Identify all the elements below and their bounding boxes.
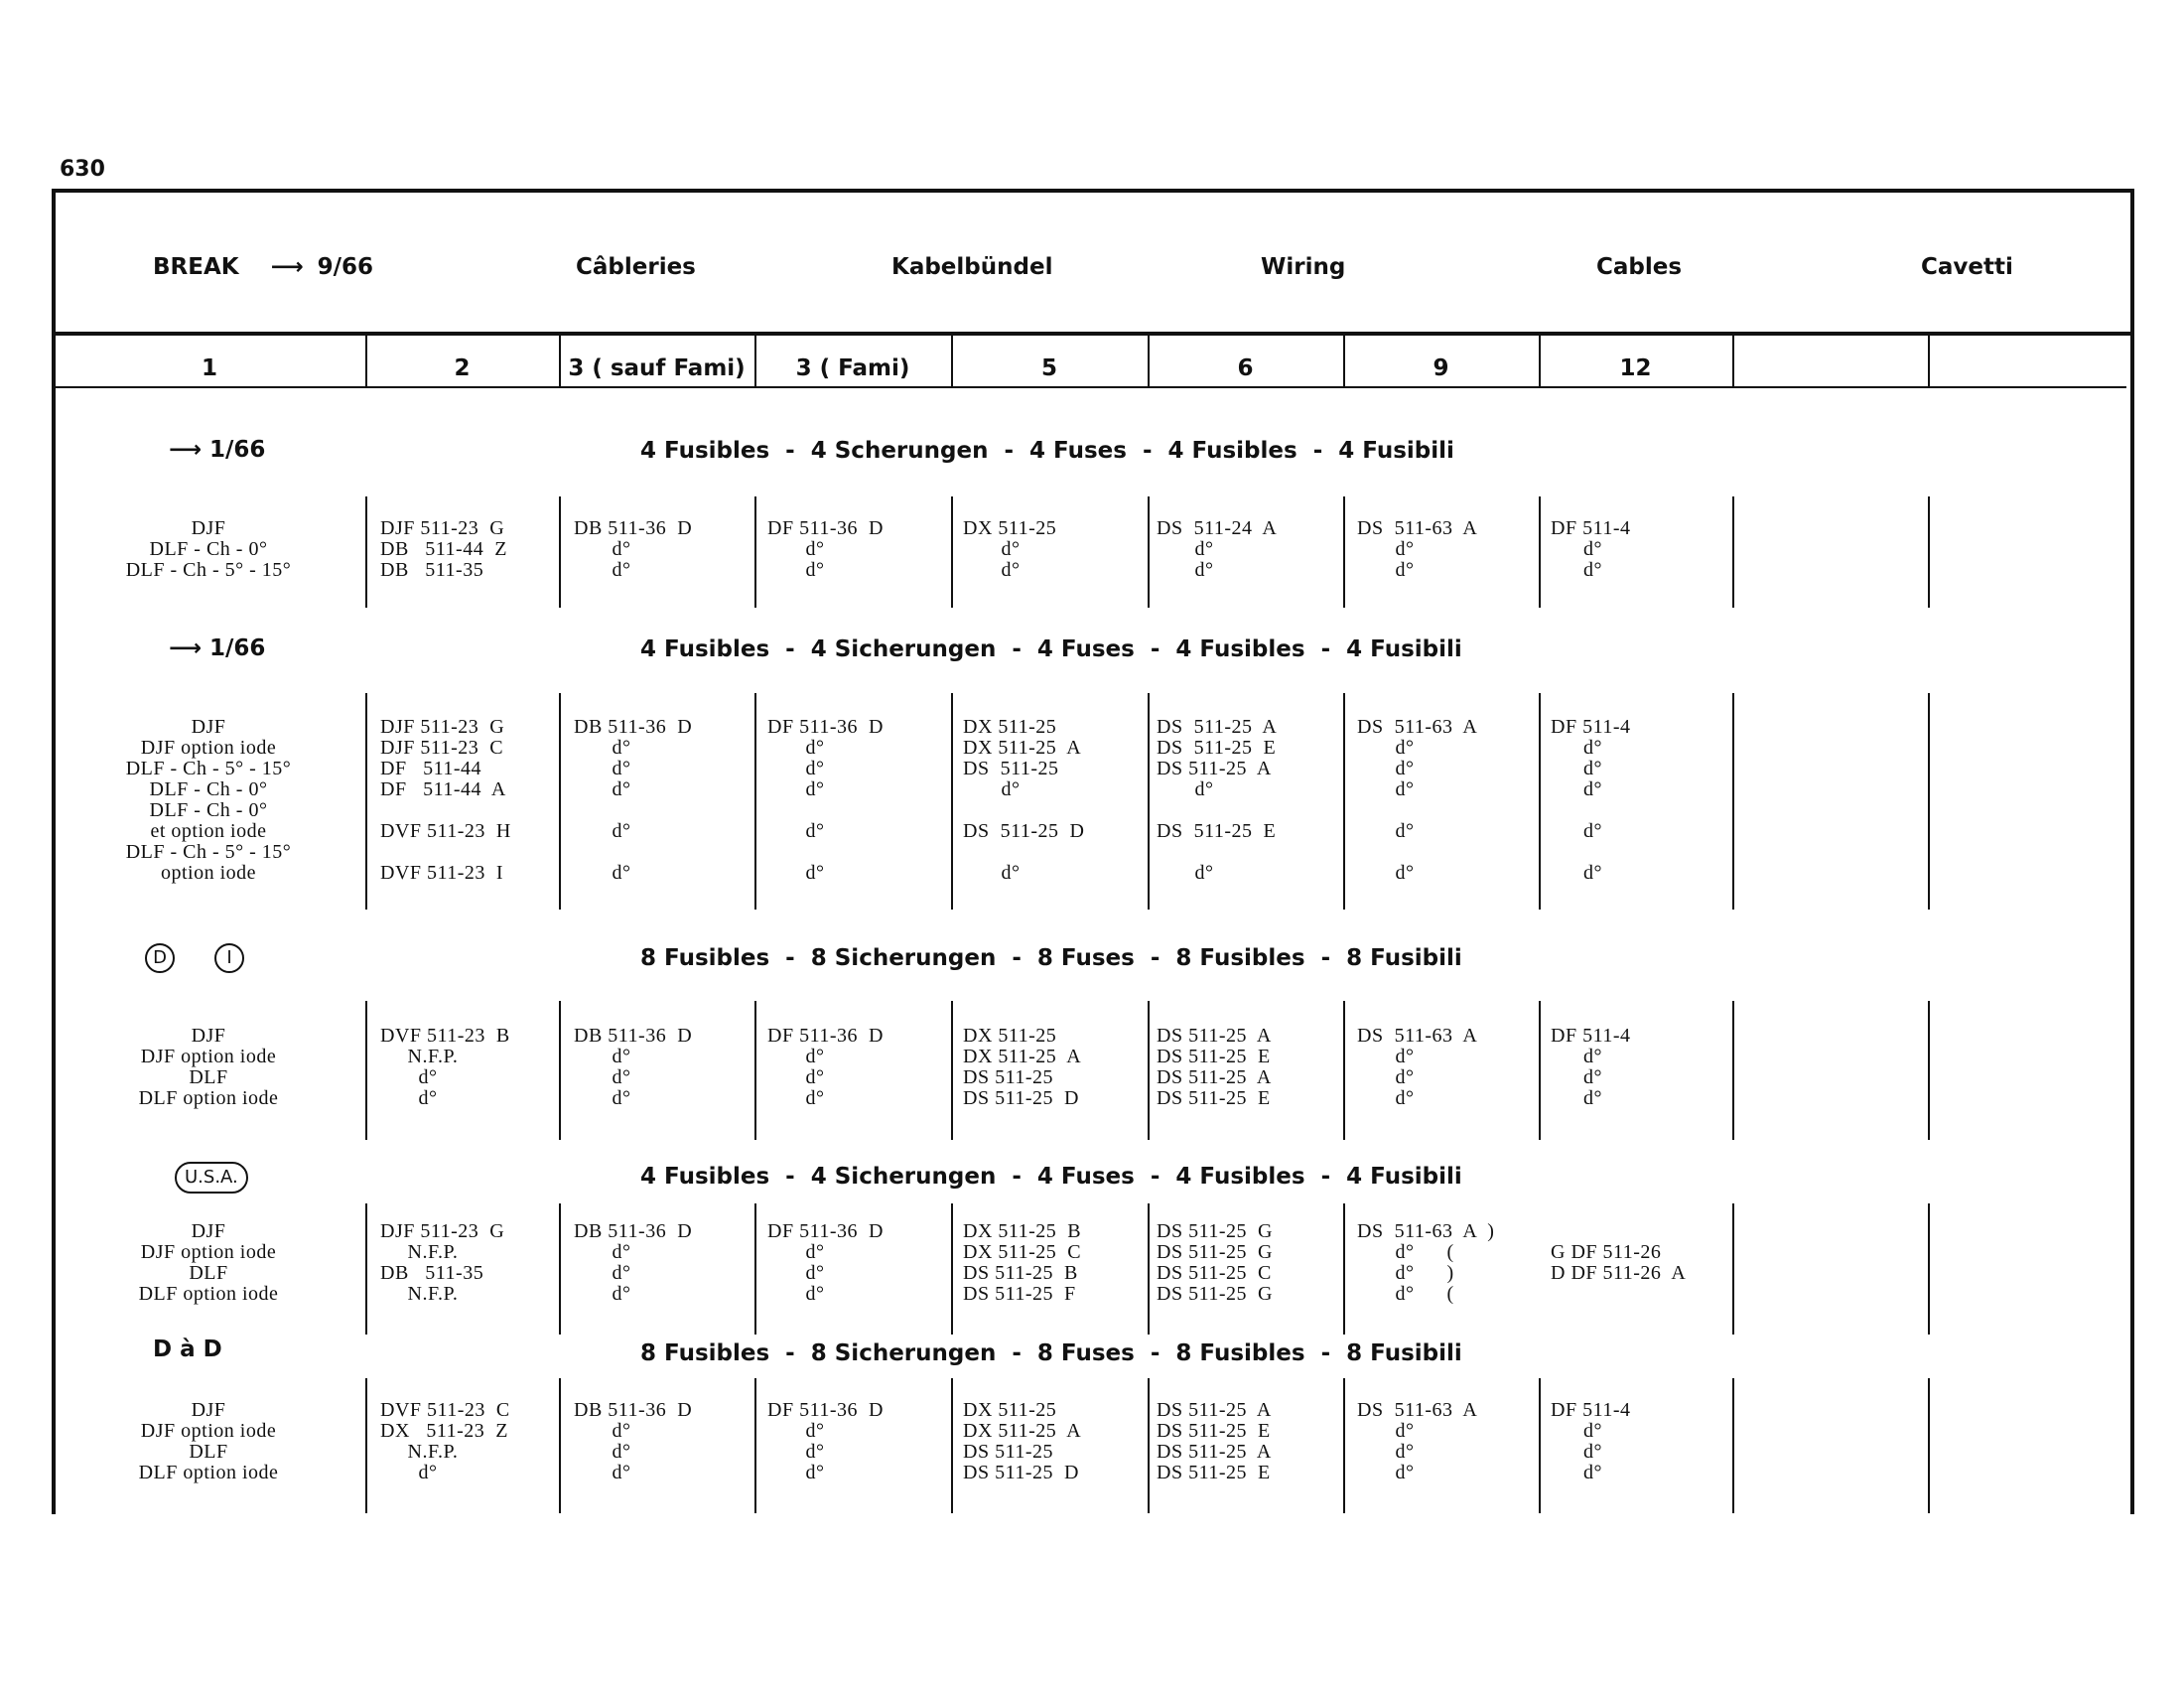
column-number-divider xyxy=(52,386,2126,388)
cell-c9: DS 511-63 A d° d° d° xyxy=(1357,1399,1478,1483)
break-date: 9/66 xyxy=(317,254,374,280)
cell-c12: DF 511-4 d° d° d° xyxy=(1551,1025,1631,1109)
cell-c4: DF 511-36 D d° d° xyxy=(767,517,884,581)
fuse-line: 4 Fusibles - 4 Sicherungen - 4 Fuses - 4 Fusibles - 4 Fusibili xyxy=(640,636,1462,662)
cell-c12: G DF 511-26 D DF 511-26 A xyxy=(1551,1241,1687,1284)
fuse-line: 8 Fusibles - 8 Sicherungen - 8 Fuses - 8 Fusibles - 8 Fusibili xyxy=(640,945,1462,971)
cell-c4: DF 511-36 D d° d° d° d° d° xyxy=(767,716,884,884)
row-sep xyxy=(1732,1001,1734,1140)
col-12: 12 xyxy=(1619,355,1652,381)
section-title: ⟶ 1/66 xyxy=(169,437,266,463)
cell-c6: DS 511-25 A DS 511-25 E DS 511-25 A DS 511-25 E xyxy=(1157,1025,1272,1109)
row-sep xyxy=(1928,496,1930,608)
circle-i-icon: I xyxy=(214,943,244,973)
cell-c2: DJF 511-23 G DB 511-44 Z DB 511-35 xyxy=(380,517,507,581)
row-sep xyxy=(1732,1378,1734,1513)
col-3b: 3 ( Fami) xyxy=(795,355,910,381)
cell-c12: DF 511-4 d° d° d° xyxy=(1551,1399,1631,1483)
row-sep xyxy=(951,1378,953,1513)
row-sep xyxy=(1928,1001,1930,1140)
section-labels: DJF DJF option iode DLF DLF option iode xyxy=(138,1025,279,1109)
cell-c12: DF 511-4 d° d° xyxy=(1551,517,1631,581)
row-sep xyxy=(1148,1378,1150,1513)
row-sep xyxy=(1148,496,1150,608)
cell-c9: DS 511-63 A d° d° xyxy=(1357,517,1478,581)
row-sep xyxy=(754,1378,756,1513)
row-sep xyxy=(1343,693,1345,910)
cell-c5: DX 511-25 DX 511-25 A DS 511-25 DS 511-25 D xyxy=(963,1025,1082,1109)
row-sep xyxy=(951,1203,953,1335)
row-sep xyxy=(1928,1203,1930,1335)
circle-d-icon: D xyxy=(145,943,175,973)
cell-c6: DS 511-25 A DS 511-25 E DS 511-25 A d° DS 511-25 E d° xyxy=(1157,716,1278,884)
col-2: 2 xyxy=(454,355,471,381)
row-sep xyxy=(1343,1378,1345,1513)
arrow-icon: ⟶ xyxy=(270,254,304,280)
header-divider xyxy=(52,332,2134,336)
row-sep xyxy=(754,496,756,608)
row-sep xyxy=(1539,1378,1541,1513)
row-sep xyxy=(1148,1001,1150,1140)
header-fr: Câbleries xyxy=(576,254,696,280)
row-sep xyxy=(1539,1001,1541,1140)
col-1: 1 xyxy=(201,355,217,381)
row-sep xyxy=(1732,496,1734,608)
row-sep xyxy=(559,1001,561,1140)
cell-c6: DS 511-24 A d° d° xyxy=(1157,517,1278,581)
break-label xyxy=(153,254,373,280)
section-labels: DJF DJF option iode DLF DLF option iode xyxy=(138,1220,279,1305)
section-title-oval xyxy=(175,1162,248,1194)
cell-c2: DVF 511-23 B N.F.P. d° d° xyxy=(380,1025,510,1109)
cell-c6: DS 511-25 G DS 511-25 G DS 511-25 C DS 511-25 G xyxy=(1157,1220,1273,1305)
usa-oval-badge: U.S.A. xyxy=(175,1162,248,1194)
section-labels: DJF DLF - Ch - 0° DLF - Ch - 5° - 15° xyxy=(125,517,292,581)
break-text: BREAK xyxy=(153,254,239,280)
row-sep xyxy=(559,693,561,910)
cell-c3: DB 511-36 D d° d° d° xyxy=(574,1399,693,1483)
row-sep xyxy=(1732,1203,1734,1335)
section-title: ⟶ 1/66 xyxy=(169,635,266,661)
header-es: Cables xyxy=(1596,254,1683,280)
header-it: Cavetti xyxy=(1921,254,2013,280)
row-sep xyxy=(559,1203,561,1335)
row-sep xyxy=(559,1378,561,1513)
cell-c5: DX 511-25 DX 511-25 A DS 511-25 DS 511-25 D xyxy=(963,1399,1082,1483)
row-sep xyxy=(951,1001,953,1140)
row-sep xyxy=(1343,496,1345,608)
row-sep xyxy=(754,693,756,910)
row-sep xyxy=(1928,1378,1930,1513)
section-title-circles xyxy=(145,943,284,973)
cell-c6: DS 511-25 A DS 511-25 E DS 511-25 A DS 511-25 E xyxy=(1157,1399,1272,1483)
section-labels: DJF DJF option iode DLF DLF option iode xyxy=(138,1399,279,1483)
row-sep xyxy=(951,693,953,910)
section-title: D à D xyxy=(153,1336,222,1362)
col-9: 9 xyxy=(1433,355,1449,381)
cell-c9: DS 511-63 A d° d° d° xyxy=(1357,1025,1478,1109)
row-sep xyxy=(1539,496,1541,608)
row-sep xyxy=(1732,693,1734,910)
cell-c3: DB 511-36 D d° d° d° xyxy=(574,1025,693,1109)
fuse-line: 4 Fusibles - 4 Scherungen - 4 Fuses - 4 Fusibles - 4 Fusibili xyxy=(640,438,1454,464)
row-sep xyxy=(365,693,367,910)
row-sep xyxy=(1539,693,1541,910)
cell-c2: DVF 511-23 C DX 511-23 Z N.F.P. d° xyxy=(380,1399,510,1483)
colnum-sep xyxy=(1732,336,1734,387)
row-sep xyxy=(1343,1203,1345,1335)
col-5: 5 xyxy=(1040,355,1057,381)
row-sep xyxy=(559,496,561,608)
cell-c4: DF 511-36 D d° d° d° xyxy=(767,1399,884,1483)
row-sep xyxy=(365,1203,367,1335)
page-number: 630 xyxy=(60,157,105,182)
row-sep xyxy=(365,1001,367,1140)
fuse-line: 8 Fusibles - 8 Sicherungen - 8 Fuses - 8 Fusibles - 8 Fusibili xyxy=(640,1340,1462,1366)
row-sep xyxy=(754,1001,756,1140)
cell-c9: DS 511-63 A ) d° ( d° ) d° ( xyxy=(1357,1220,1495,1305)
row-sep xyxy=(1148,1203,1150,1335)
col-6: 6 xyxy=(1237,355,1254,381)
cell-c4: DF 511-36 D d° d° d° xyxy=(767,1025,884,1109)
header-en: Wiring xyxy=(1261,254,1346,280)
cell-c9: DS 511-63 A d° d° d° d° d° xyxy=(1357,716,1478,884)
cell-c5: DX 511-25 B DX 511-25 C DS 511-25 B DS 511-25 F xyxy=(963,1220,1082,1305)
cell-c2: DJF 511-23 G DJF 511-23 C DF 511-44 DF 511-44 A DVF 511-23 H DVF 511-23 I xyxy=(380,716,511,884)
col-3a: 3 ( sauf Fami) xyxy=(568,355,746,381)
cell-c3: DB 511-36 D d° d° d° d° d° xyxy=(574,716,693,884)
cell-c3: DB 511-36 D d° d° xyxy=(574,517,693,581)
cell-c5: DX 511-25 DX 511-25 A DS 511-25 d° DS 511-25 D d° xyxy=(963,716,1085,884)
cell-c5: DX 511-25 d° d° xyxy=(963,517,1057,581)
header-de: Kabelbündel xyxy=(891,254,1053,280)
row-sep xyxy=(365,496,367,608)
row-sep xyxy=(1928,693,1930,910)
row-sep xyxy=(1148,693,1150,910)
row-sep xyxy=(365,1378,367,1513)
cell-c4: DF 511-36 D d° d° d° xyxy=(767,1220,884,1305)
section-labels: DJF DJF option iode DLF - Ch - 5° - 15° DLF - Ch - 0° DLF - Ch - 0° et option iode DLF - Ch - 5° - 15° option iode xyxy=(125,716,292,884)
fuse-line: 4 Fusibles - 4 Sicherungen - 4 Fuses - 4 Fusibles - 4 Fusibili xyxy=(640,1164,1462,1190)
row-sep xyxy=(1343,1001,1345,1140)
cell-c3: DB 511-36 D d° d° d° xyxy=(574,1220,693,1305)
row-sep xyxy=(951,496,953,608)
cell-c12: DF 511-4 d° d° d° d° d° xyxy=(1551,716,1631,884)
cell-c2: DJF 511-23 G N.F.P. DB 511-35 N.F.P. xyxy=(380,1220,505,1305)
colnum-sep xyxy=(1928,336,1930,387)
row-sep xyxy=(754,1203,756,1335)
